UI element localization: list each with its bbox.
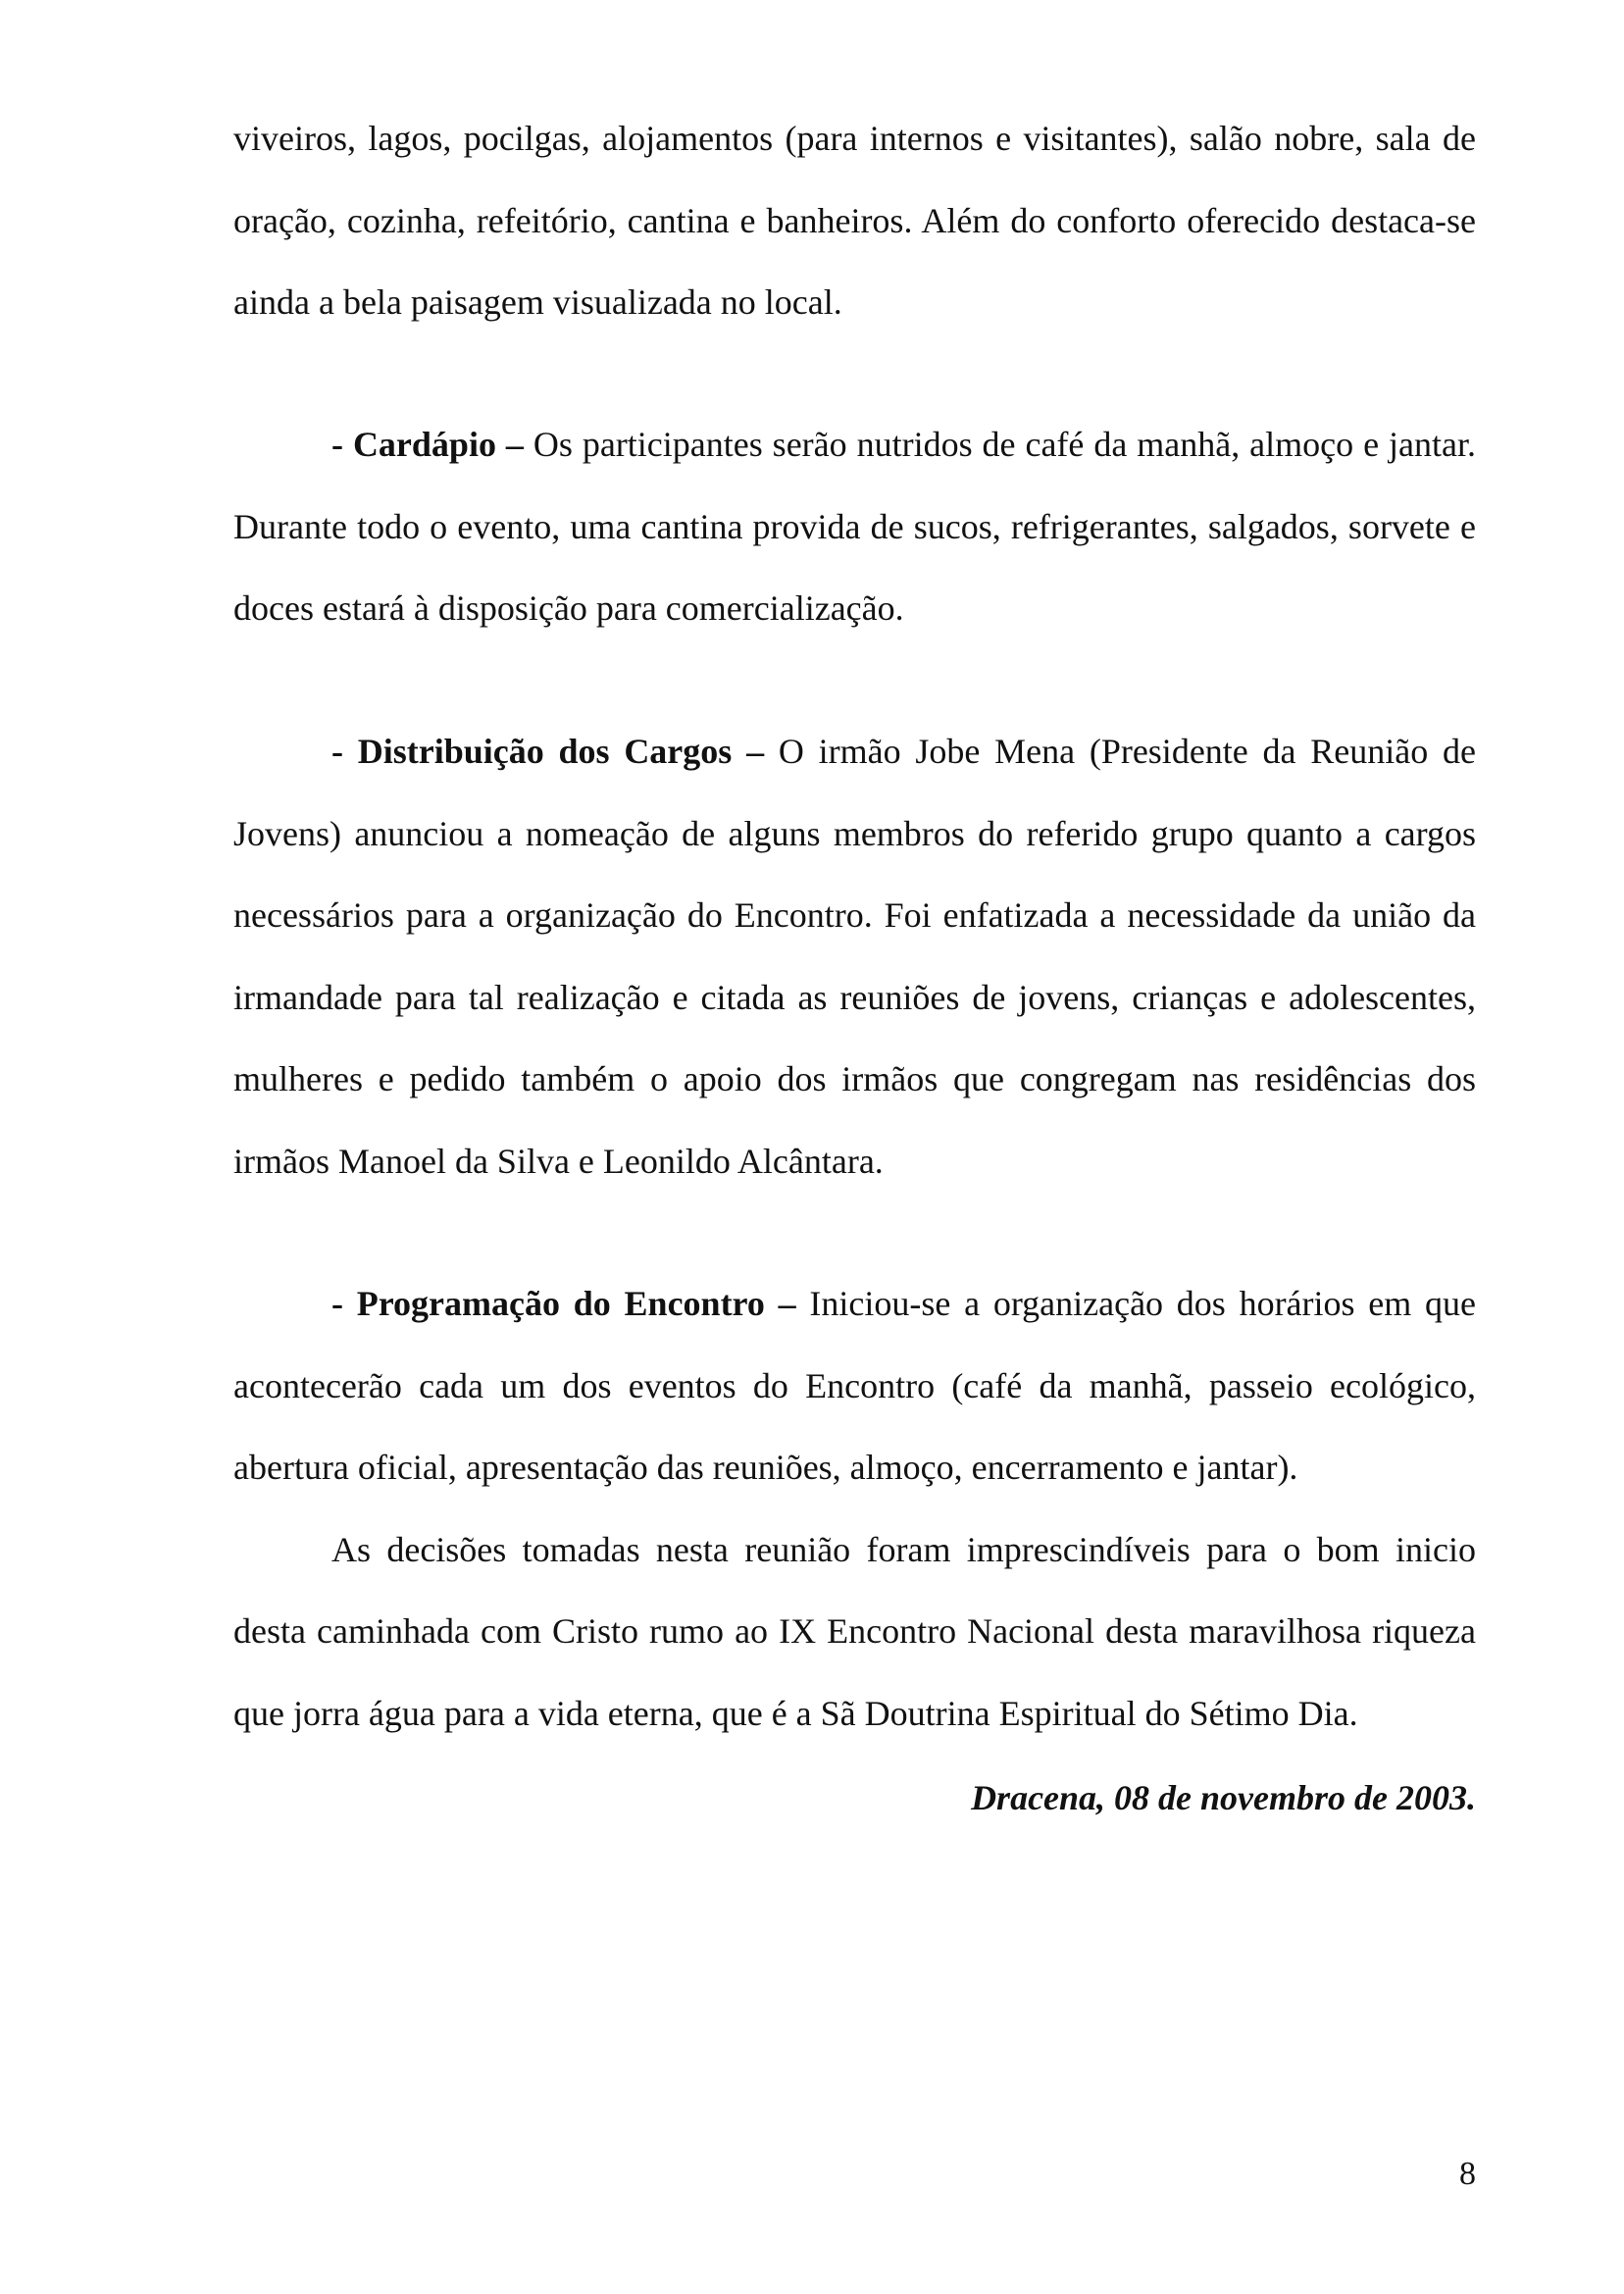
page-number: 8 bbox=[1459, 2156, 1476, 2192]
section-paragraph bbox=[233, 1263, 1476, 1509]
section-heading-distribuicao-cargos: - Distribuição dos Cargos – bbox=[331, 732, 779, 771]
section-body-distribuicao-cargos: O irmão Jobe Mena (Presidente da Reunião de Jovens) anunciou a nomeação de alguns membros do referido grupo quanto a cargos necessários para a organização do Encontro. Foi enfatizada a necessidade da união da irmandade para tal realização e citada as reuniões de jovens, crianças e adolescentes, mulheres e pedido também o apoio dos irmãos que congregam nas residências dos irmãos Manoel da Silva e Leonildo Alcântara. bbox=[233, 732, 1476, 1181]
section-heading-programacao: - Programação do Encontro – bbox=[331, 1284, 810, 1323]
section-programacao bbox=[233, 1263, 1476, 1755]
section-heading-cardapio: - Cardápio – bbox=[331, 425, 533, 464]
closing-paragraph: As decisões tomadas nesta reunião foram imprescindíveis para o bom inicio desta caminhada com Cristo rumo ao IX Encontro Nacional desta maravilhosa riqueza que jorra água para a vida eterna, que é a Sã Doutrina Espiritual do Sétimo Dia. bbox=[233, 1529, 1476, 1733]
section-body-cardapio: Os participantes serão nutridos de café da manhã, almoço e jantar. Durante todo o evento, uma cantina provida de sucos, refrigerantes, salgados, sorvete e doces estará à disposição para comercialização. bbox=[233, 425, 1476, 628]
section-paragraph bbox=[233, 711, 1476, 1202]
intro-paragraph-block bbox=[233, 98, 1476, 344]
section-paragraph bbox=[233, 404, 1476, 650]
signature-date-line: Dracena, 08 de novembro de 2003. bbox=[971, 1778, 1476, 1817]
intro-paragraph: viveiros, lagos, pocilgas, alojamentos (para internos e visitantes), salão nobre, sala de oração, cozinha, refeitório, cantina e banheiros. Além do conforto oferecido destaca-se ainda a bela paisagem visualizada no local. bbox=[233, 119, 1476, 322]
section-cardapio bbox=[233, 404, 1476, 650]
section-body-programacao: Iniciou-se a organização dos horários em que acontecerão cada um dos eventos do Encontro (café da manhã, passeio ecológico, abertura oficial, apresentação das reuniões, almoço, encerramento e jantar). bbox=[233, 1284, 1477, 1487]
section-distribuicao-cargos bbox=[233, 711, 1476, 1202]
